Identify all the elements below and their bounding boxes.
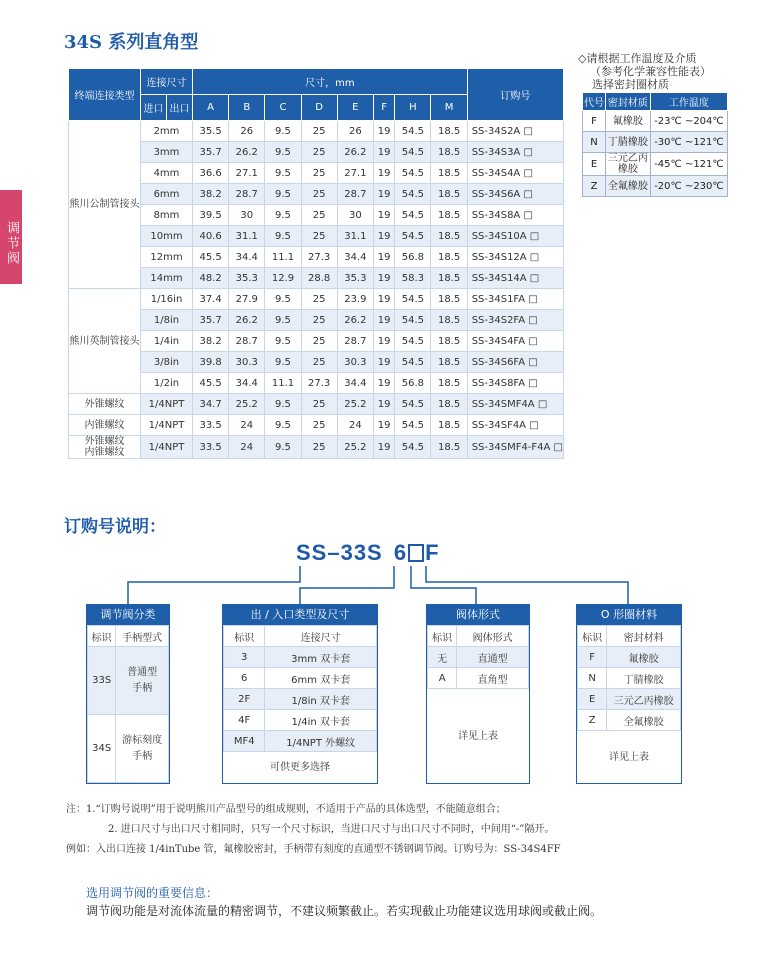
dim-cell: 37.4 xyxy=(193,289,229,310)
dim-cell: 25 xyxy=(301,352,337,373)
port-box-footer: 可供更多选择 xyxy=(270,762,330,773)
oring-box-cell: F xyxy=(578,647,607,668)
dim-cell: 9.5 xyxy=(265,163,301,184)
oring-box-cell: 丁腈橡胶 xyxy=(607,668,681,689)
order-number-cell[interactable]: SS-34S12A □ xyxy=(467,247,563,268)
oring-box-cell: 氟橡胶 xyxy=(607,647,681,668)
port-box-header: 标识 xyxy=(224,626,265,647)
dim-cell: 19 xyxy=(373,394,394,415)
dim-cell: 27.1 xyxy=(229,163,265,184)
seal-cell: 全氟橡胶 xyxy=(605,176,650,197)
dim-cell: 25 xyxy=(301,226,337,247)
port-box-cell: 3 xyxy=(224,647,265,668)
seal-header: 代号 xyxy=(583,93,606,111)
dim-cell: 36.6 xyxy=(193,163,229,184)
dim-cell: 34.7 xyxy=(193,394,229,415)
order-number-cell[interactable]: SS-34S14A □ xyxy=(467,268,563,289)
dim-cell: 34.4 xyxy=(229,373,265,394)
dim-cell: 18.5 xyxy=(431,268,467,289)
size-cell: 2mm xyxy=(141,121,193,142)
dim-cell: 9.5 xyxy=(265,436,301,459)
seal-note-line2: （参考化学兼容性能表） xyxy=(590,65,711,78)
dim-cell: 54.5 xyxy=(395,415,431,436)
dim-cell: 33.5 xyxy=(193,415,229,436)
seal-cell: 氟橡胶 xyxy=(605,111,650,132)
body-box-cell: 直角型 xyxy=(457,668,529,689)
model-seal: F xyxy=(425,540,440,565)
seal-header: 工作温度 xyxy=(650,93,727,111)
dim-cell: 19 xyxy=(373,142,394,163)
valve-class-box xyxy=(86,604,170,784)
dim-cell: 35.5 xyxy=(193,121,229,142)
dim-cell: 18.5 xyxy=(431,394,467,415)
size-cell: 4mm xyxy=(141,163,193,184)
order-number-cell[interactable]: SS-34S8A □ xyxy=(467,205,563,226)
order-number-cell[interactable]: SS-34S2FA □ xyxy=(467,310,563,331)
dim-cell: 26.2 xyxy=(229,310,265,331)
dim-cell: 9.5 xyxy=(265,226,301,247)
dim-cell: 25 xyxy=(301,331,337,352)
port-type-box xyxy=(222,604,378,784)
oring-box-header: 标识 xyxy=(578,626,607,647)
dim-cell: 9.5 xyxy=(265,394,301,415)
dim-cell: 18.5 xyxy=(431,352,467,373)
dim-cell: 24 xyxy=(229,415,265,436)
dim-cell: 19 xyxy=(373,310,394,331)
dim-cell: 9.5 xyxy=(265,184,301,205)
valve-box-cell: 游标刻度 手柄 xyxy=(116,715,169,783)
dim-cell: 27.1 xyxy=(337,163,373,184)
dim-cell: 33.5 xyxy=(193,436,229,459)
dim-cell: 19 xyxy=(373,289,394,310)
dim-cell: 35.7 xyxy=(193,310,229,331)
order-number-cell[interactable]: SS-34SMF4A □ xyxy=(467,394,563,415)
dim-cell: 18.5 xyxy=(431,289,467,310)
valve-box-cell: 34S xyxy=(88,715,116,783)
dim-cell: 54.5 xyxy=(395,394,431,415)
dim-cell: 24 xyxy=(229,436,265,459)
dim-cell: 11.1 xyxy=(265,247,301,268)
dim-cell: 54.5 xyxy=(395,226,431,247)
port-box-header: 连接尺寸 xyxy=(265,626,377,647)
dim-cell: 54.5 xyxy=(395,352,431,373)
notes xyxy=(66,800,561,860)
dim-cell: 19 xyxy=(373,415,394,436)
dim-cell: 9.5 xyxy=(265,331,301,352)
dim-cell: 54.5 xyxy=(395,184,431,205)
body-box-table xyxy=(427,625,529,689)
port-box-cell: 1/4in 双卡套 xyxy=(265,710,377,731)
dim-cell: 39.5 xyxy=(193,205,229,226)
body-box-header: 标识 xyxy=(428,626,457,647)
header-col-c: C xyxy=(265,95,301,121)
header-col-d: D xyxy=(301,95,337,121)
dim-cell: 56.8 xyxy=(395,247,431,268)
seal-note-line3: 选择密封圈材质 xyxy=(592,78,669,91)
size-cell: 14mm xyxy=(141,268,193,289)
dim-cell: 48.2 xyxy=(193,268,229,289)
size-cell: 3mm xyxy=(141,142,193,163)
oring-material-box xyxy=(576,604,682,784)
seal-header: 密封材质 xyxy=(605,93,650,111)
dim-cell: 12.9 xyxy=(265,268,301,289)
port-box-cell: 6 xyxy=(224,668,265,689)
header-col-m: M xyxy=(431,95,467,121)
dim-cell: 34.4 xyxy=(337,373,373,394)
order-number-cell[interactable]: SS-34S10A □ xyxy=(467,226,563,247)
seal-cell: 三元乙丙 橡胶 xyxy=(605,153,650,176)
dim-cell: 9.5 xyxy=(265,205,301,226)
order-section-title: 订购号说明： xyxy=(64,517,166,537)
dim-cell: 18.5 xyxy=(431,247,467,268)
dim-cell: 40.6 xyxy=(193,226,229,247)
dim-cell: 18.5 xyxy=(431,310,467,331)
dim-cell: 38.2 xyxy=(193,331,229,352)
body-type-box xyxy=(426,604,530,784)
size-cell: 3/8in xyxy=(141,352,193,373)
body-box-cell: A xyxy=(428,668,457,689)
dim-cell: 19 xyxy=(373,268,394,289)
body-box-row xyxy=(428,647,529,668)
dim-cell: 30 xyxy=(229,205,265,226)
oring-box-cell: N xyxy=(578,668,607,689)
oring-box-row xyxy=(578,710,681,731)
side-tab-category[interactable]: 调节阀 xyxy=(0,190,22,284)
order-number-cell[interactable]: SS-34S8FA □ xyxy=(467,373,563,394)
oring-box-table xyxy=(577,625,681,731)
valve-box-header: 手柄型式 xyxy=(116,626,169,647)
size-cell: 1/4in xyxy=(141,331,193,352)
port-box-cell: 3mm 双卡套 xyxy=(265,647,377,668)
valve-box-header: 标识 xyxy=(88,626,116,647)
oring-box-row xyxy=(578,689,681,710)
dim-cell: 56.8 xyxy=(395,373,431,394)
oring-box-title: O 形圈材料 xyxy=(577,605,681,625)
valve-box-table xyxy=(87,625,169,783)
body-box-title: 阀体形式 xyxy=(427,605,529,625)
order-number-cell[interactable]: SS-34S2A □ xyxy=(467,121,563,142)
header-col-h: H xyxy=(395,95,431,121)
dim-cell: 18.5 xyxy=(431,373,467,394)
dim-cell: 26.2 xyxy=(229,142,265,163)
dim-cell: 25 xyxy=(301,394,337,415)
dim-cell: 34.4 xyxy=(337,247,373,268)
oring-box-cell: Z xyxy=(578,710,607,731)
port-box-row xyxy=(224,710,377,731)
dim-cell: 54.5 xyxy=(395,331,431,352)
size-cell: 1/16in xyxy=(141,289,193,310)
order-number-cell[interactable]: SS-34S6FA □ xyxy=(467,352,563,373)
dim-cell: 9.5 xyxy=(265,310,301,331)
valve-box-title: 调节阀分类 xyxy=(87,605,169,625)
port-box-row xyxy=(224,689,377,710)
header-terminal-type: 终端连接类型 xyxy=(69,69,141,121)
valve-box-row xyxy=(88,647,169,715)
dim-cell: 9.5 xyxy=(265,415,301,436)
dim-cell: 18.5 xyxy=(431,184,467,205)
terminal-type-cell: 外锥螺纹 xyxy=(69,394,141,415)
dim-cell: 26 xyxy=(337,121,373,142)
dim-cell: 28.7 xyxy=(229,184,265,205)
dim-cell: 54.5 xyxy=(395,205,431,226)
dim-cell: 9.5 xyxy=(265,142,301,163)
dim-cell: 28.7 xyxy=(337,184,373,205)
header-col-e: E xyxy=(337,95,373,121)
dim-cell: 18.5 xyxy=(431,436,467,459)
dim-cell: 39.8 xyxy=(193,352,229,373)
dim-cell: 34.4 xyxy=(229,247,265,268)
size-cell: 8mm xyxy=(141,205,193,226)
dim-cell: 25 xyxy=(301,142,337,163)
header-outlet: 出口 xyxy=(167,95,193,121)
dim-cell: 30.3 xyxy=(337,352,373,373)
dim-cell: 54.5 xyxy=(395,436,431,459)
dim-cell: 25 xyxy=(301,184,337,205)
dim-cell: 25 xyxy=(301,289,337,310)
dim-cell: 28.8 xyxy=(301,268,337,289)
dim-cell: 30.3 xyxy=(229,352,265,373)
seal-cell: -20℃ ~230℃ xyxy=(650,176,727,197)
dim-cell: 35.3 xyxy=(229,268,265,289)
note-2: 2. 进口尺寸与出口尺寸相同时，只写一个尺寸标识，当进口尺寸与出口尺寸不同时，中间用“-”隔开。 xyxy=(108,824,555,835)
size-cell: 1/4NPT xyxy=(141,436,193,459)
dim-cell: 25 xyxy=(301,310,337,331)
dim-cell: 9.5 xyxy=(265,352,301,373)
dim-cell: 19 xyxy=(373,163,394,184)
dim-cell: 35.3 xyxy=(337,268,373,289)
body-box-header: 阀体形式 xyxy=(457,626,529,647)
dim-cell: 11.1 xyxy=(265,373,301,394)
dim-cell: 9.5 xyxy=(265,121,301,142)
header-col-b: B xyxy=(229,95,265,121)
terminal-type-cell: 熊川英制管接头 xyxy=(69,289,141,394)
seal-cell: -23℃ ~204℃ xyxy=(650,111,727,132)
dim-cell: 19 xyxy=(373,331,394,352)
seal-cell: N xyxy=(583,132,606,153)
header-connection-size: 连接尺寸 xyxy=(141,69,193,95)
dim-cell: 25 xyxy=(301,163,337,184)
dim-cell: 54.5 xyxy=(395,121,431,142)
dim-cell: 27.9 xyxy=(229,289,265,310)
port-box-cell: MF4 xyxy=(224,731,265,752)
dim-cell: 18.5 xyxy=(431,226,467,247)
dim-cell: 54.5 xyxy=(395,310,431,331)
dim-cell: 45.5 xyxy=(193,373,229,394)
dim-cell: 18.5 xyxy=(431,163,467,184)
order-number-cell[interactable]: SS-34S3A □ xyxy=(467,142,563,163)
order-number-cell[interactable]: SS-34S4FA □ xyxy=(467,331,563,352)
dim-cell: 25.2 xyxy=(229,394,265,415)
oring-box-cell: 全氟橡胶 xyxy=(607,710,681,731)
dim-cell: 18.5 xyxy=(431,415,467,436)
dim-cell: 18.5 xyxy=(431,331,467,352)
dim-cell: 25 xyxy=(301,205,337,226)
port-box-row xyxy=(224,731,377,752)
oring-box-cell: 三元乙丙橡胶 xyxy=(607,689,681,710)
port-box-cell: 6mm 双卡套 xyxy=(265,668,377,689)
dim-cell: 18.5 xyxy=(431,142,467,163)
dim-cell: 19 xyxy=(373,121,394,142)
size-cell: 6mm xyxy=(141,184,193,205)
dim-cell: 31.1 xyxy=(229,226,265,247)
size-cell: 12mm xyxy=(141,247,193,268)
port-box-cell: 2F xyxy=(224,689,265,710)
dim-cell: 19 xyxy=(373,226,394,247)
body-box-row xyxy=(428,668,529,689)
dim-cell: 19 xyxy=(373,184,394,205)
header-col-f: F xyxy=(373,95,394,121)
header-col-a: A xyxy=(193,95,229,121)
dim-cell: 26 xyxy=(229,121,265,142)
dim-cell: 26.2 xyxy=(337,310,373,331)
dim-cell: 9.5 xyxy=(265,289,301,310)
order-number-cell[interactable]: SS-34SF4A □ xyxy=(467,415,563,436)
dim-cell: 28.7 xyxy=(229,331,265,352)
size-cell: 1/2in xyxy=(141,373,193,394)
order-number-cell[interactable]: SS-34SMF4-F4A □ xyxy=(467,436,563,459)
seal-cell: E xyxy=(583,153,606,176)
oring-box-header: 密封材料 xyxy=(607,626,681,647)
port-box-cell: 1/4NPT 外螺纹 xyxy=(265,731,377,752)
size-cell: 10mm xyxy=(141,226,193,247)
port-box-row xyxy=(224,668,377,689)
body-box-cell: 无 xyxy=(428,647,457,668)
body-box-cell: 直通型 xyxy=(457,647,529,668)
model-size: 6 xyxy=(393,540,408,565)
dim-cell: 31.1 xyxy=(337,226,373,247)
dim-cell: 25.2 xyxy=(337,394,373,415)
dim-cell: 54.5 xyxy=(395,163,431,184)
dim-cell: 19 xyxy=(373,373,394,394)
dim-cell: 24 xyxy=(337,415,373,436)
page-title: 34S 系列直角型 xyxy=(64,32,199,53)
dim-cell: 19 xyxy=(373,436,394,459)
dim-cell: 28.7 xyxy=(337,331,373,352)
dim-cell: 18.5 xyxy=(431,121,467,142)
seal-cell: 丁腈橡胶 xyxy=(605,132,650,153)
dim-cell: 54.5 xyxy=(395,142,431,163)
dim-cell: 25 xyxy=(301,121,337,142)
valve-box-row xyxy=(88,715,169,783)
model-prefix: SS–33S xyxy=(296,540,383,565)
order-number-cell[interactable]: SS-34S1FA □ xyxy=(467,289,563,310)
terminal-type-cell: 熊川公制管接头 xyxy=(69,121,141,289)
dim-cell: 27.3 xyxy=(301,247,337,268)
oring-box-cell: E xyxy=(578,689,607,710)
order-number-cell[interactable]: SS-34S4A □ xyxy=(467,163,563,184)
valve-box-cell: 33S xyxy=(88,647,116,715)
header-order-number: 订购号 xyxy=(467,69,563,121)
size-cell: 1/4NPT xyxy=(141,394,193,415)
note-1: 注：1.“订购号说明”用于说明熊川产品型号的组成规则，不适用于产品的具体选型，不能随意组合； xyxy=(66,804,506,815)
seal-cell: Z xyxy=(583,176,606,197)
dim-cell: 25 xyxy=(301,415,337,436)
dim-cell: 19 xyxy=(373,247,394,268)
dim-cell: 19 xyxy=(373,352,394,373)
seal-note-line1: ◇请根据工作温度及介质 xyxy=(578,52,697,65)
body-box-footer: 详见上表 xyxy=(458,731,498,742)
terminal-type-cell: 内锥螺纹 xyxy=(69,415,141,436)
port-box-title: 出 / 入口类型及尺寸 xyxy=(223,605,377,625)
dim-cell: 54.5 xyxy=(395,289,431,310)
oring-box-row xyxy=(578,668,681,689)
port-box-table xyxy=(223,625,377,752)
dim-cell: 27.3 xyxy=(301,373,337,394)
size-cell: 1/4NPT xyxy=(141,415,193,436)
info-title: 选用调节阀的重要信息： xyxy=(86,886,219,900)
dim-cell: 18.5 xyxy=(431,205,467,226)
note-example: 例如：入出口连接 1/4inTube 管，氟橡胶密封，手柄带有刻度的直通型不锈钢调节阀。订购号为：SS-34S4FF xyxy=(66,844,561,855)
port-box-cell: 4F xyxy=(224,710,265,731)
dim-cell: 19 xyxy=(373,205,394,226)
seal-cell: -45℃ ~121℃ xyxy=(650,153,727,176)
dim-cell: 38.2 xyxy=(193,184,229,205)
terminal-type-cell: 外锥螺纹 内锥螺纹 xyxy=(69,436,141,459)
port-box-cell: 1/8in 双卡套 xyxy=(265,689,377,710)
dim-cell: 45.5 xyxy=(193,247,229,268)
valve-box-cell: 普通型 手柄 xyxy=(116,647,169,715)
order-number-cell[interactable]: SS-34S6A □ xyxy=(467,184,563,205)
dim-cell: 35.7 xyxy=(193,142,229,163)
port-box-row xyxy=(224,647,377,668)
oring-box-footer: 详见上表 xyxy=(609,752,649,763)
seal-cell: -30℃ ~121℃ xyxy=(650,132,727,153)
oring-box-row xyxy=(578,647,681,668)
dim-cell: 58.3 xyxy=(395,268,431,289)
seal-cell: F xyxy=(583,111,606,132)
dim-cell: 25.2 xyxy=(337,436,373,459)
header-dimensions: 尺寸，mm xyxy=(193,69,468,95)
header-inlet: 进口 xyxy=(141,95,167,121)
size-cell: 1/8in xyxy=(141,310,193,331)
dim-cell: 26.2 xyxy=(337,142,373,163)
dim-cell: 30 xyxy=(337,205,373,226)
dim-cell: 25 xyxy=(301,436,337,459)
dim-cell: 23.9 xyxy=(337,289,373,310)
info-body: 调节阀功能是对流体流量的精密调节，不建议频繁截止。若实现截止功能建议选用球阀或截止阀。 xyxy=(86,904,603,918)
